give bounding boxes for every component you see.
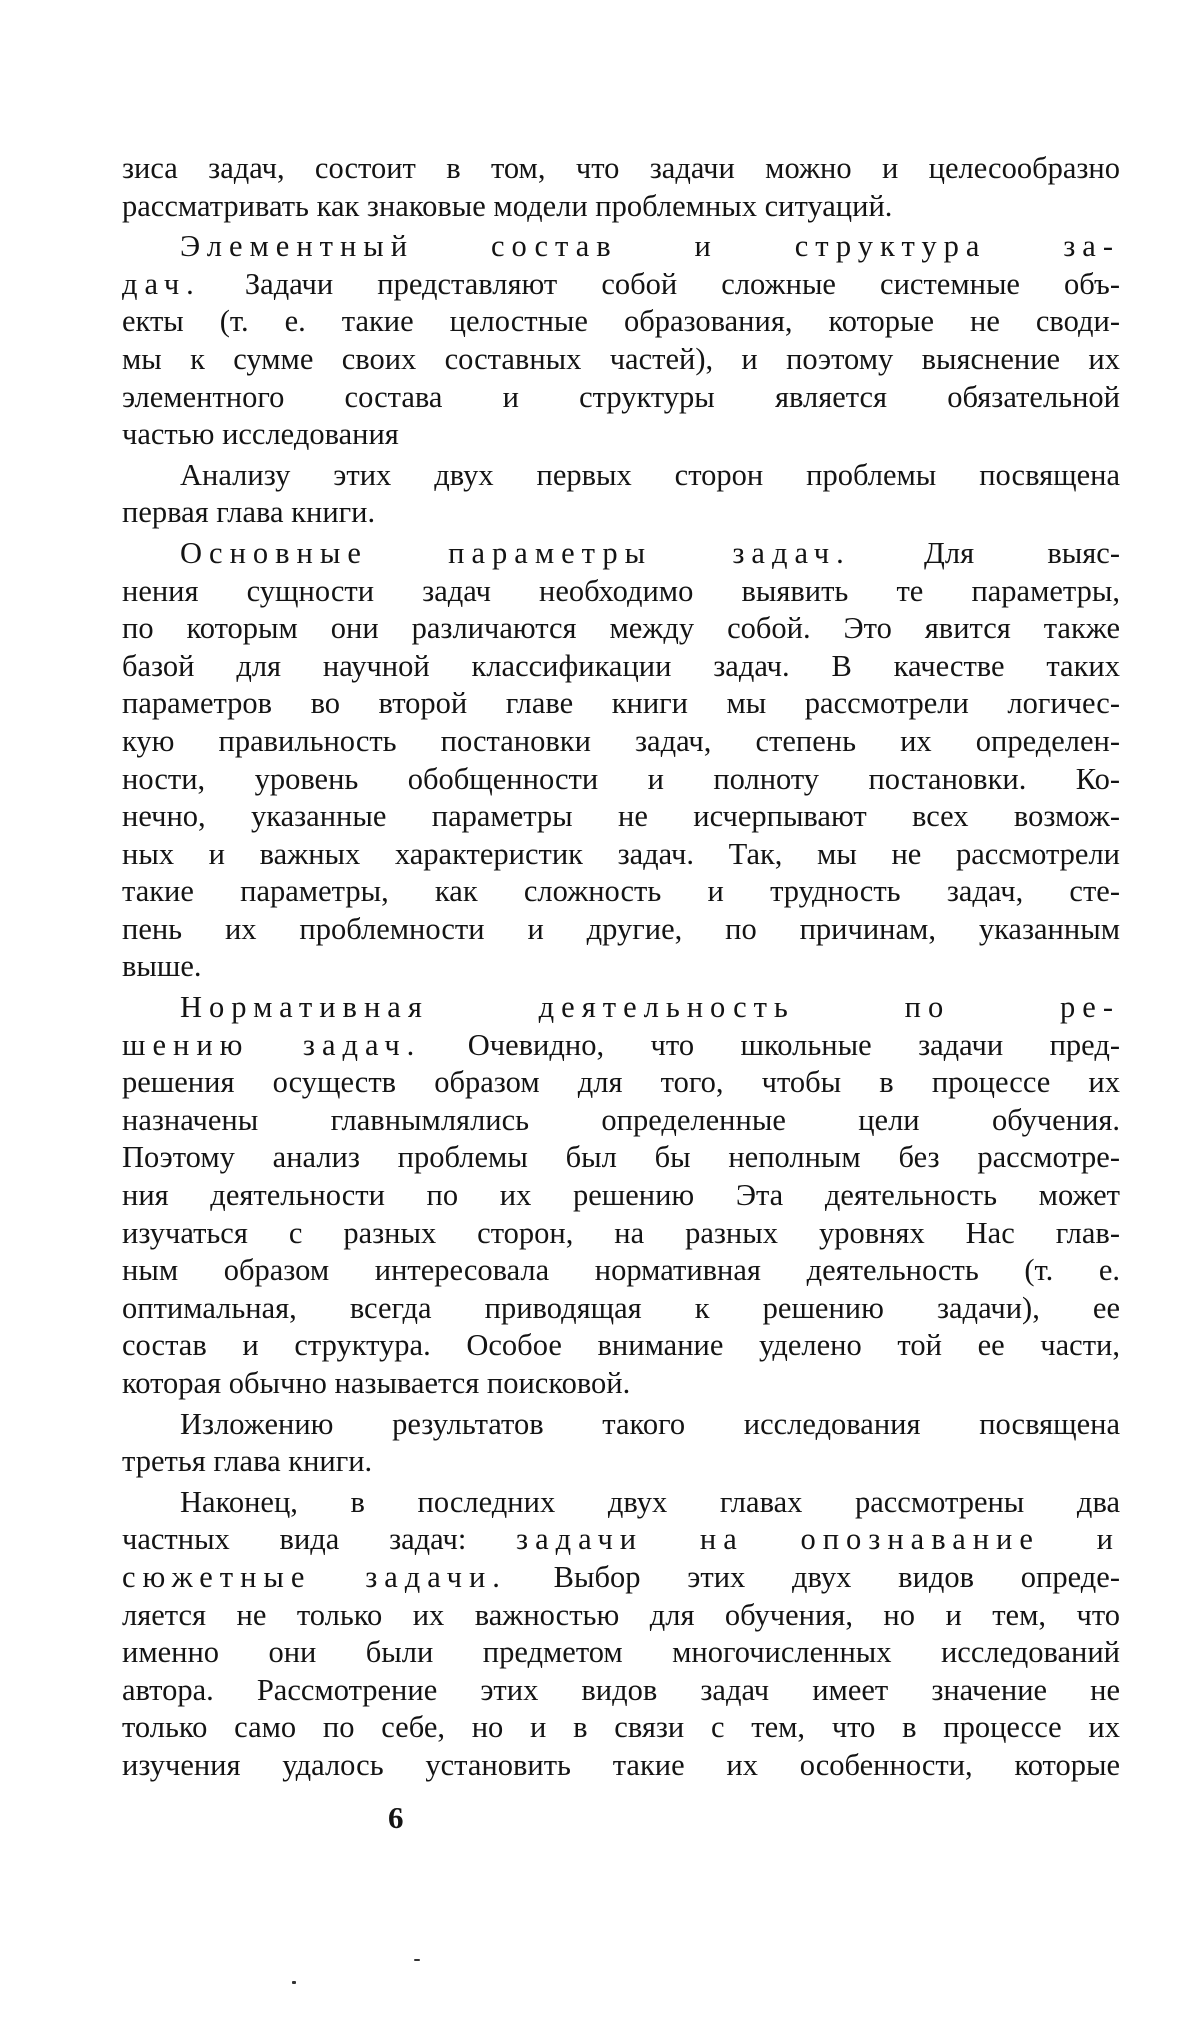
scan-speck [414, 1959, 420, 1961]
text-line: по которым они различаются между собой. Это явится также [122, 611, 1120, 646]
text-span: Для выяс- [850, 535, 1120, 570]
text-line: третья глава книги. [122, 1444, 373, 1479]
text-line [122, 989, 1120, 1027]
text-span: Задачи представляют собой сложные системные объ- [200, 266, 1120, 301]
text-line: элементного состава и структуры является обязательной [122, 379, 1120, 414]
text-line: екты (т. е. такие целостные образования, которые не своди- [122, 304, 1120, 339]
text-span: Очевидно, что школьные задачи пред- [421, 1027, 1120, 1062]
text-line [122, 228, 1120, 266]
text-line: ности, уровень обобщенности и полноту постановки. Ко- [122, 761, 1120, 796]
text-line: только само по себе, но и в связи с тем, что в процессе их [122, 1710, 1120, 1745]
text-line: оптимальная, всегда приводящая к решению задачи), ее [122, 1290, 1120, 1325]
page-number: 6 [388, 1800, 404, 1835]
text-line [122, 1521, 1120, 1559]
text-line: изучения удалось установить такие их особенности, которые [122, 1747, 1120, 1782]
text-line: состав и структура. Особое внимание уделено той ее части, [122, 1328, 1120, 1363]
text-line: ным образом интересовала нормативная деятельность (т. е. [122, 1253, 1120, 1288]
text-line: такие параметры, как сложность и трудность задач, сте- [122, 874, 1120, 909]
text-line: Наконец, в последних двух главах рассмотрены два [180, 1484, 1120, 1519]
text-line: Изложению результатов такого исследования посвящена [180, 1406, 1120, 1441]
text-line [122, 1559, 1120, 1597]
section-heading: шению задач. [122, 1027, 422, 1062]
text-line: кую правильность постановки задач, степень их определен- [122, 723, 1120, 758]
text-line: ляется не только их важностью для обучения, но и тем, что [122, 1597, 1120, 1632]
text-line: частью исследования [122, 417, 399, 452]
page-body [122, 150, 1120, 1785]
text-span: частных вида задач: [122, 1522, 517, 1557]
text-line: назначены главнымлялись определенные цели обучения. [122, 1102, 1120, 1137]
section-heading: задачи на опознавание и [516, 1522, 1120, 1557]
text-line: зиса задач, состоит в том, что задачи можно и целесообразно [122, 151, 1120, 185]
text-line: нения сущности задач необходимо выявить те параметры, [122, 573, 1120, 608]
text-line: решения осуществ образом для того, чтобы в процессе их [122, 1065, 1120, 1100]
text-line [122, 535, 1120, 573]
text-line [122, 1027, 1120, 1065]
text-line: именно они были предметом многочисленных исследований [122, 1635, 1120, 1670]
text-line: изучаться с разных сторон, на разных уровнях Нас глав- [122, 1215, 1120, 1250]
text-line: нечно, указанные параметры не исчерпывают всех возмож- [122, 799, 1120, 834]
text-line: первая глава книги. [122, 495, 376, 530]
text-span: Выбор этих двух видов опреде- [506, 1559, 1120, 1594]
scan-speck [292, 1981, 296, 1984]
text-line: Анализу этих двух первых сторон проблемы посвящена [180, 457, 1120, 492]
text-line: базой для научной классификации задач. В качестве таких [122, 648, 1120, 683]
text-line: мы к сумме своих составных частей), и поэтому выяснение их [122, 341, 1120, 376]
text-line: ния деятельности по их решению Эта деятельность может [122, 1178, 1120, 1213]
text-line [122, 266, 1120, 304]
section-heading: Основные параметры задач. [180, 535, 851, 570]
section-heading: Элементный состав и структура за- [180, 229, 1120, 264]
text-line: параметров во второй главе книги мы рассмотрели логичес- [122, 686, 1120, 721]
text-line: выше. [122, 949, 202, 984]
text-line: Поэтому анализ проблемы был бы неполным без рассмотре- [122, 1140, 1120, 1175]
section-heading: Нормативная деятельность по ре- [180, 990, 1120, 1025]
text-line: ных и важных характеристик задач. Так, мы не рассмотрели [122, 836, 1120, 871]
text-line: рассматривать как знаковые модели проблемных ситуаций. [122, 188, 893, 223]
text-line: пень их проблемности и другие, по причинам, указанным [122, 911, 1120, 946]
text-line: автора. Рассмотрение этих видов задач имеет значение не [122, 1672, 1120, 1707]
section-heading: сюжетные задачи. [122, 1559, 507, 1594]
text-line: которая обычно называется поисковой. [122, 1366, 631, 1400]
section-heading: дач. [122, 266, 201, 301]
